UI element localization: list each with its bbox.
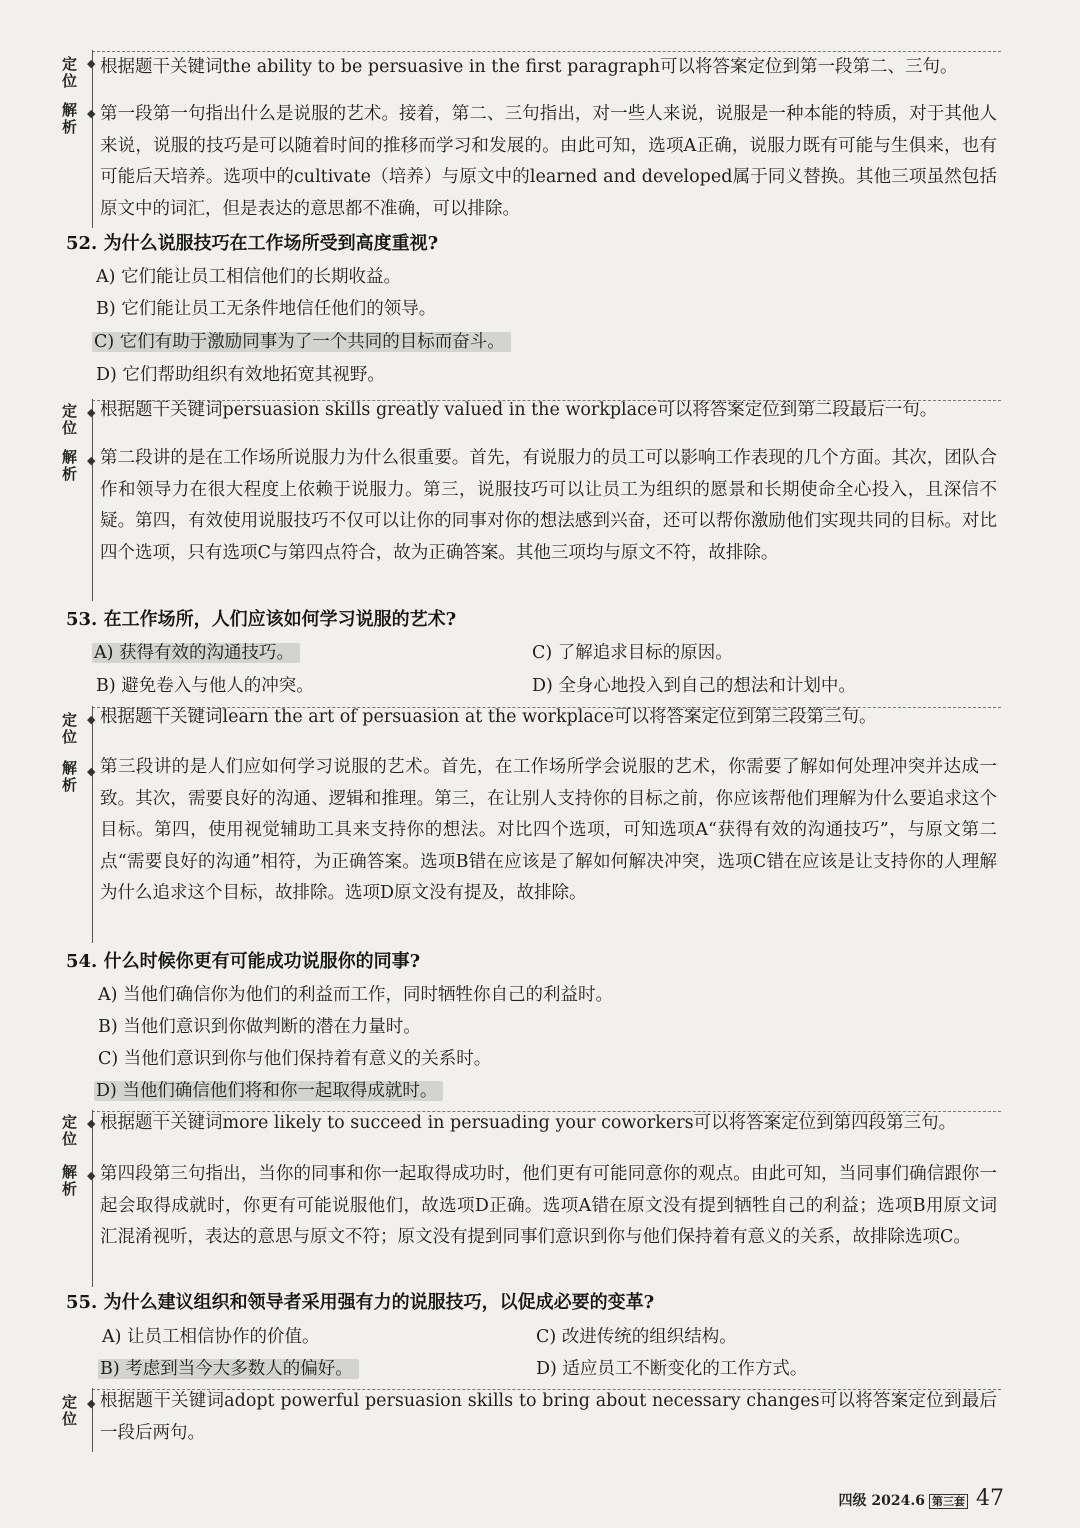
analyze-tag: 解析 [62, 448, 78, 483]
q55-title: 55. 为什么建议组织和领导者采用强有力的说服技巧，以促成必要的变革? [66, 1292, 655, 1313]
q52-option-b: B) 它们能让员工无条件地信任他们的领导。 [96, 299, 437, 319]
q54-option-a: A) 当他们确信你为他们的利益而工作，同时牺牲你自己的利益时。 [98, 985, 614, 1005]
locate-tag: 定位 [62, 1393, 78, 1428]
q53-locate-text: 根据题干关键词learn the art of persuasion at the workplace可以将答案定位到第三段第三句。 [100, 707, 877, 727]
q51-locate-text: 根据题干关键词the ability to be persuasive in the first paragraph可以将答案定位到第一段第二、三句。 [100, 57, 958, 77]
analyze-tag: 解析 [62, 101, 78, 136]
bullet-icon: ◆ [87, 1169, 96, 1182]
q55-annotation [62, 1382, 997, 1454]
q52-option-a: A) 它们能让员工相信他们的长期收益。 [96, 267, 402, 287]
bullet-icon: ◆ [87, 765, 96, 778]
answer-highlight: A) 获得有效的沟通技巧。 [92, 643, 300, 663]
page-footer [839, 1486, 1004, 1511]
q53-title: 53. 在工作场所，人们应该如何学习说服的艺术? [66, 609, 457, 630]
q54-locate-text: 根据题干关键词more likely to succeed in persuading your coworkers可以将答案定位到第四段第三句。 [100, 1113, 957, 1133]
magazine-issue: 四级 2024.6 [838, 1493, 925, 1509]
bullet-icon: ◆ [87, 57, 96, 70]
q52-analyze-text: 第二段讲的是在工作场所说服力为什么很重要。首先，有说服力的员工可以影响工作表现的几个方面。其次，团队合作和领导力在很大程度上依赖于说服力。第三，说服技巧可以让员工为组织的愿景和长期使命全心投入，且深信不疑。第四，有效使用说服技巧不仅可以让你的同事对你的想法感到兴奋，还可以帮你激励他们实现共同的目标。对比四个选项，只有选项C与第四点符合，故为正确答案。其他三项均与原文不符，故排除。 [100, 448, 997, 563]
annotation-bracket [92, 50, 93, 228]
q55-option-c: C) 改进传统的组织结构。 [536, 1327, 737, 1347]
answer-highlight: D) 当他们确信他们将和你一起取得成就时。 [94, 1081, 443, 1101]
bullet-icon: ◆ [87, 713, 96, 726]
q52-option-d: D) 它们帮助组织有效地拓宽其视野。 [96, 365, 385, 385]
bullet-icon: ◆ [87, 1397, 96, 1410]
q54-title: 54. 什么时候你更有可能成功说服你的同事? [66, 951, 421, 972]
q51-analyze-text: 第一段第一句指出什么是说服的艺术。接着，第二、三句指出，对一些人来说，说服是一种本能的特质，对于其他人来说，说服的技巧是可以随着时间的推移而学习和发展的。由此可知，选项A正确，说服力既有可能与生俱来，也有可能后天培养。选项中的cultivate（培养）与原文中的learned and developed属于同义替换。其他三项虽然包括原文中的词汇，但是表达的意思都不准确，可以排除。 [100, 104, 997, 219]
q53-option-d: D) 全身心地投入到自己的想法和计划中。 [532, 676, 856, 696]
q55-locate-text: 根据题干关键词adopt powerful persuasion skills to bring about necessary changes可以将答案定位到最后一段后两句。 [100, 1391, 997, 1443]
q54-option-d-answer [94, 1076, 443, 1106]
q52-locate-text: 根据题干关键词persuasion skills greatly valued in the workplace可以将答案定位到第二段最后一句。 [100, 400, 938, 420]
q53-option-b: B) 避免卷入与他人的冲突。 [96, 676, 314, 696]
q52-annotation [62, 393, 997, 603]
annotation-bracket [92, 706, 93, 943]
answer-highlight: B) 考虑到当今大多数人的偏好。 [98, 1359, 359, 1379]
q55-option-b-answer [98, 1354, 359, 1384]
q53-annotation [62, 700, 997, 945]
bullet-icon: ◆ [87, 107, 96, 120]
bullet-icon: ◆ [87, 454, 96, 467]
q53-analyze-text: 第三段讲的是人们应如何学习说服的艺术。首先，在工作场所学会说服的艺术，你需要了解如何处理冲突并达成一致。其次，需要良好的沟通、逻辑和推理。第三，在让别人支持你的目标之前，你应该帮他们理解为什么要追求这个目标。第四，使用视觉辅助工具来支持你的想法。对比四个选项，可知选项A“获得有效的沟通技巧”，与原文第二点“需要良好的沟通”相符，为正确答案。选项B错在应该是了解如何解决冲突，选项C错在应该是让支持你的人理解为什么追求这个目标，故排除。选项D原文没有提及，故排除。 [100, 757, 997, 903]
bullet-icon: ◆ [87, 406, 96, 419]
locate-tag: 定位 [62, 55, 78, 90]
set-badge: 第三套 [929, 1494, 968, 1509]
analyze-tag: 解析 [62, 1163, 78, 1198]
annotation-bracket [92, 399, 93, 601]
locate-tag: 定位 [62, 1113, 78, 1148]
q53-option-a-answer [92, 638, 300, 668]
annotation-bracket [92, 1110, 93, 1287]
q54-annotation [62, 1104, 997, 1289]
q54-option-b: B) 当他们意识到你做判断的潜在力量时。 [98, 1017, 421, 1037]
analyze-tag: 解析 [62, 759, 78, 794]
q52-option-c-answer [92, 327, 511, 357]
q55-option-a: A) 让员工相信协作的价值。 [102, 1327, 320, 1347]
q52-title: 52. 为什么说服技巧在工作场所受到高度重视? [66, 233, 439, 254]
bullet-icon: ◆ [87, 1117, 96, 1130]
q55-option-d: D) 适应员工不断变化的工作方式。 [536, 1359, 808, 1379]
q51-annotation [62, 44, 997, 230]
q53-option-c: C) 了解追求目标的原因。 [532, 643, 733, 663]
page-number: 47 [976, 1486, 1004, 1511]
locate-tag: 定位 [62, 711, 78, 746]
answer-highlight: C) 它们有助于激励同事为了一个共同的目标而奋斗。 [92, 332, 511, 352]
q54-option-c: C) 当他们意识到你与他们保持着有意义的关系时。 [98, 1049, 492, 1069]
q54-analyze-text: 第四段第三句指出，当你的同事和你一起取得成功时，他们更有可能同意你的观点。由此可知，当同事们确信跟你一起会取得成就时，你更有可能说服他们，故选项D正确。选项A错在原文没有提到牺牲自己的利益；选项B用原文词汇混淆视听，表达的意思与原文不符；原文没有提到同事们意识到你与他们保持着有意义的关系，故排除选项C。 [100, 1164, 997, 1247]
locate-tag: 定位 [62, 402, 78, 437]
